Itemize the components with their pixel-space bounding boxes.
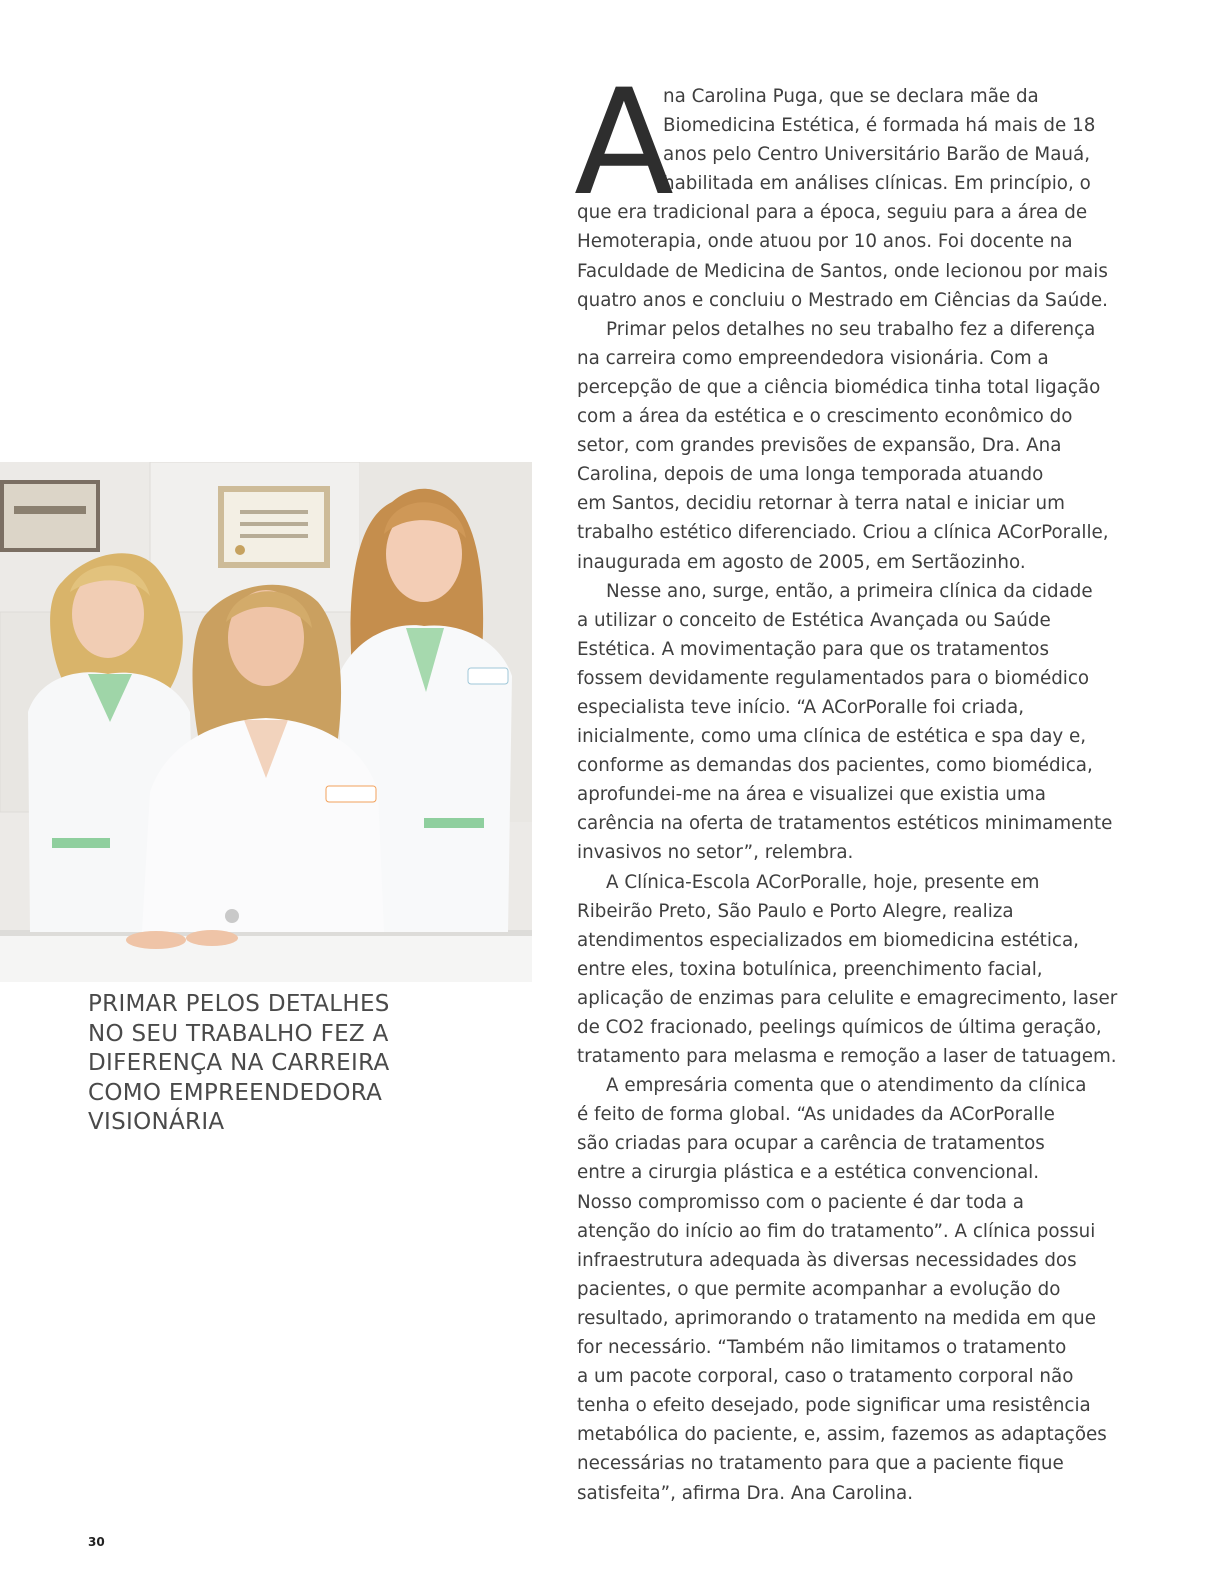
text-line: carência na oferta de tratamentos estéticos minimamente	[577, 813, 1113, 835]
text-line: de CO2 fracionado, peelings químicos de última geração,	[577, 1017, 1102, 1038]
photo-icon	[0, 462, 532, 982]
text-line: fossem devidamente regulamentados para o biomédico	[577, 667, 1090, 689]
caption-line: PRIMAR PELOS DETALHES	[88, 991, 390, 1017]
caption-line: COMO EMPREENDEDORA	[88, 1079, 383, 1106]
text-line: Ribeirão Preto, São Paulo e Porto Alegre, realiza	[577, 900, 1014, 922]
text-line: anos pelo Centro Universitário Barão de Mauá,	[663, 144, 1091, 166]
article-photo	[0, 462, 532, 982]
caption-line: VISIONÁRIA	[88, 1109, 225, 1135]
text-line: tenha o efeito desejado, pode significar uma resistência	[577, 1395, 1091, 1417]
text-line: Biomedicina Estética, é formada há mais de 18	[663, 115, 1096, 137]
text-line: Nesse ano, surge, então, a primeira clínica da cidade	[606, 580, 1093, 602]
text-line: que era tradicional para a época, seguiu para a área de	[577, 202, 1088, 224]
text-line: com a área da estética e o crescimento econômico do	[577, 406, 1073, 428]
text-line: for necessário. “Também não limitamos o tratamento	[577, 1337, 1067, 1359]
text-line: atenção do início ao fim do tratamento”. A clínica possui	[577, 1220, 1096, 1242]
text-line: em Santos, decidiu retornar à terra natal e iniciar um	[577, 493, 1065, 515]
text-line: aprofundei-me na área e visualizei que existia uma	[577, 784, 1046, 806]
text-line: A Clínica-Escola ACorPoralle, hoje, presente em	[606, 871, 1040, 893]
page-number: 30	[88, 1535, 105, 1549]
text-line: Estética. A movimentação para que os tratamentos	[577, 638, 1049, 660]
text-line: conforme as demandas dos pacientes, como biomédica,	[577, 755, 1093, 777]
text-line: aplicação de enzimas para celulite e emagrecimento, laser	[577, 987, 1118, 1009]
text-line: inaugurada em agosto de 2005, em Sertãozinho.	[577, 551, 1026, 573]
text-line: são criadas para ocupar a carência de tratamentos	[577, 1133, 1045, 1155]
article-paragraph-2	[577, 315, 1137, 577]
text-line: invasivos no setor”, relembra.	[577, 842, 854, 864]
text-line: inicialmente, como uma clínica de estética e spa day e,	[577, 726, 1087, 748]
text-line: quatro anos e concluiu o Mestrado em Ciências da Saúde.	[577, 289, 1108, 311]
text-line: na Carolina Puga, que se declara mãe da	[663, 86, 1039, 107]
text-line: Nosso compromisso com o paciente é dar toda a	[577, 1191, 1024, 1213]
article-paragraph-3	[577, 577, 1137, 868]
text-line: Hemoterapia, onde atuou por 10 anos. Foi docente na	[577, 231, 1073, 253]
text-line: habilitada em análises clínicas. Em princípio, o	[663, 173, 1091, 195]
text-line: atendimentos especializados em biomedicina estética,	[577, 929, 1079, 951]
text-line: infraestrutura adequada às diversas necessidades dos	[577, 1249, 1077, 1271]
text-line: metabólica do paciente, e, assim, fazemos as adaptações	[577, 1424, 1107, 1446]
article-paragraph-4	[577, 868, 1137, 1072]
text-line: é feito de forma global. “As unidades da ACorPoralle	[577, 1104, 1055, 1126]
text-line: a um pacote corporal, caso o tratamento corporal não	[577, 1366, 1074, 1388]
article-body	[574, 58, 1137, 1508]
text-line: especialista teve início. “A ACorPoralle foi criada,	[577, 696, 1025, 718]
text-line: setor, com grandes previsões de expansão, Dra. Ana	[577, 435, 1062, 457]
drop-cap: A	[574, 58, 672, 228]
text-line: tratamento para melasma e remoção a laser de tatuagem.	[577, 1046, 1117, 1068]
text-line: A empresária comenta que o atendimento da clínica	[606, 1075, 1087, 1097]
text-line: Carolina, depois de uma longa temporada atuando	[577, 464, 1044, 486]
text-line: na carreira como empreendedora visionária. Com a	[577, 347, 1049, 369]
text-line: satisfeita”, afirma Dra. Ana Carolina.	[577, 1482, 914, 1504]
text-line: entre eles, toxina botulínica, preenchimento facial,	[577, 958, 1043, 980]
text-line: entre a cirurgia plástica e a estética convencional.	[577, 1162, 1040, 1184]
caption-line: NO SEU TRABALHO FEZ A	[88, 1020, 389, 1047]
text-line: resultado, aprimorando o tratamento na medida em que	[577, 1307, 1096, 1329]
caption-line: DIFERENÇA NA CARREIRA	[88, 1050, 390, 1076]
photo-caption	[88, 990, 418, 1138]
text-line: pacientes, o que permite acompanhar a evolução do	[577, 1278, 1061, 1300]
text-line: Faculdade de Medicina de Santos, onde lecionou por mais	[577, 260, 1108, 282]
article-paragraph-5	[577, 1071, 1137, 1507]
text-line: trabalho estético diferenciado. Criou a clínica ACorPoralle,	[577, 522, 1109, 544]
text-line: percepção de que a ciência biomédica tinha total ligação	[577, 376, 1101, 398]
text-line: necessárias no tratamento para que a paciente fique	[577, 1453, 1064, 1475]
text-line: Primar pelos detalhes no seu trabalho fez a diferença	[606, 318, 1096, 340]
text-line: a utilizar o conceito de Estética Avançada ou Saúde	[577, 609, 1051, 631]
